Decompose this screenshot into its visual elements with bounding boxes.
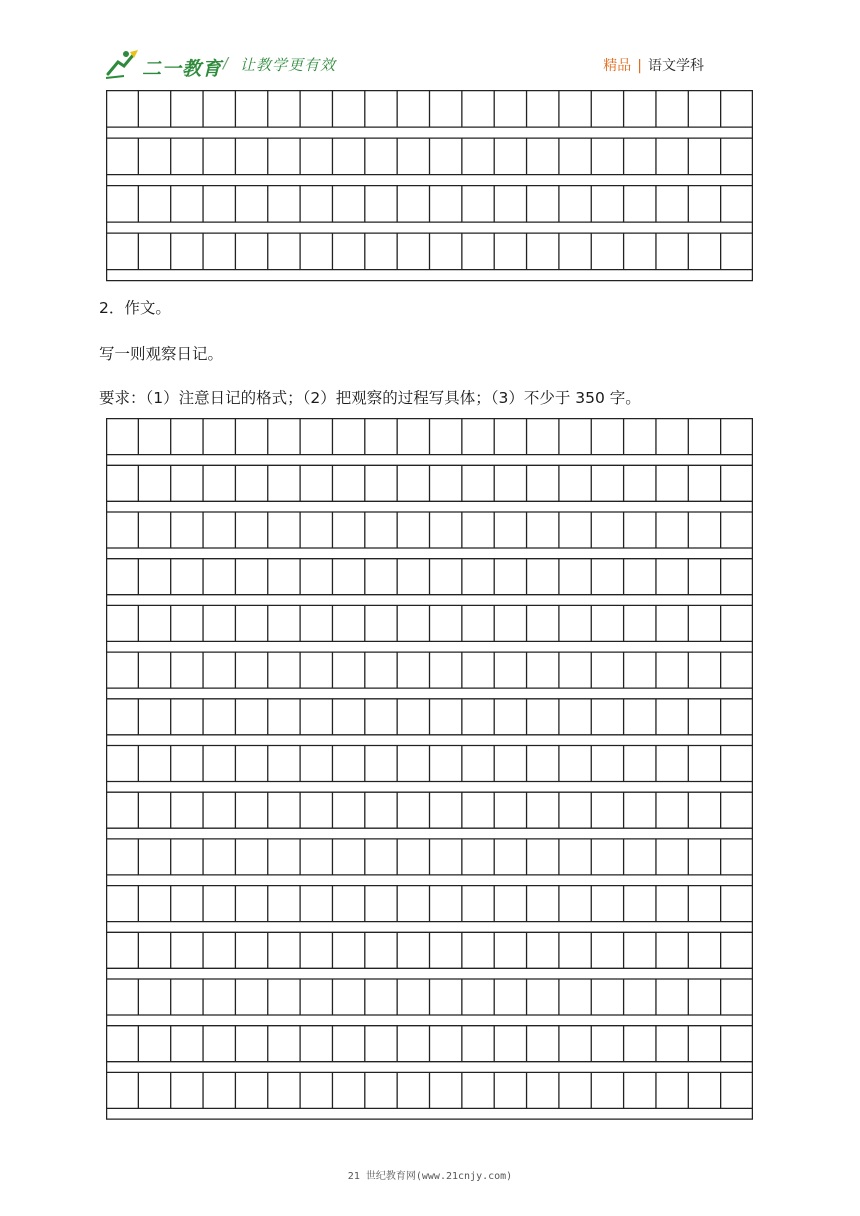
writing-grid-top <box>106 90 753 282</box>
header-divider: | <box>637 58 642 74</box>
subject-label: 语文学科 <box>648 58 704 74</box>
header-slogan: 让教学更有效 <box>240 56 337 74</box>
essay-requirements: 要求：（1）注意日记的格式；（2）把观察的过程写具体；（3）不少于 350 字。 <box>99 389 641 407</box>
essay-prompt: 写一则观察日记。 <box>99 345 224 363</box>
logo-text: 二一教育 <box>142 58 223 80</box>
page-header <box>0 0 860 90</box>
page-footer: 21 世纪教育网(www.21cnjy.com) <box>347 1171 513 1182</box>
runner-logo-icon <box>104 48 140 80</box>
writing-grid-essay[interactable] <box>106 418 753 1121</box>
grid-svg <box>106 418 753 1121</box>
header-subject-tag <box>603 55 704 75</box>
logo <box>104 46 234 82</box>
quality-label: 精品 <box>603 58 632 74</box>
grid-svg <box>106 90 753 282</box>
header-slash: / <box>223 54 229 72</box>
question-title: 2．作文。 <box>99 299 171 317</box>
